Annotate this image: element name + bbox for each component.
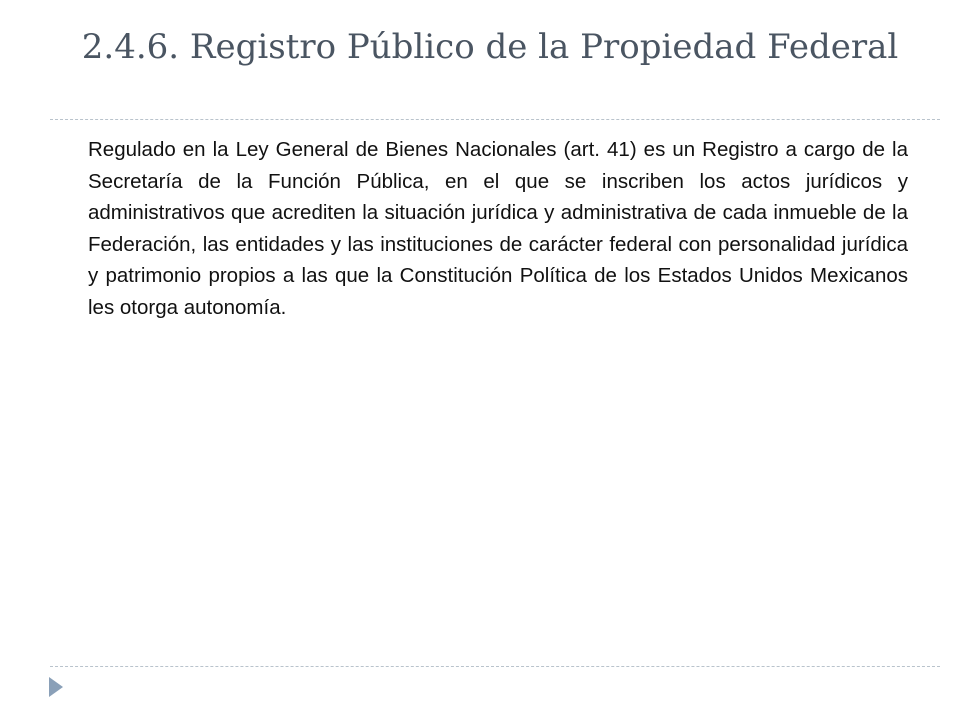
- slide-body-text: Regulado en la Ley General de Bienes Nacionales (art. 41) es un Registro a cargo de la Secretaría de la Función Pública, en el que se inscriben los actos jurídicos y administrativos que acrediten la situación jurídica y administrativa de cada inmueble de la Federación, las entidades y las instituciones de carácter federal con personalidad jurídica y patrimonio propios a las que la Constitución Política de los Estados Unidos Mexicanos les otorga autonomía.: [88, 138, 908, 319]
- title-divider: [50, 119, 940, 120]
- triangle-right-icon: [47, 676, 65, 698]
- footer-divider: [50, 666, 940, 667]
- slide-title: 2.4.6. Registro Público de la Propiedad Federal: [81, 27, 899, 67]
